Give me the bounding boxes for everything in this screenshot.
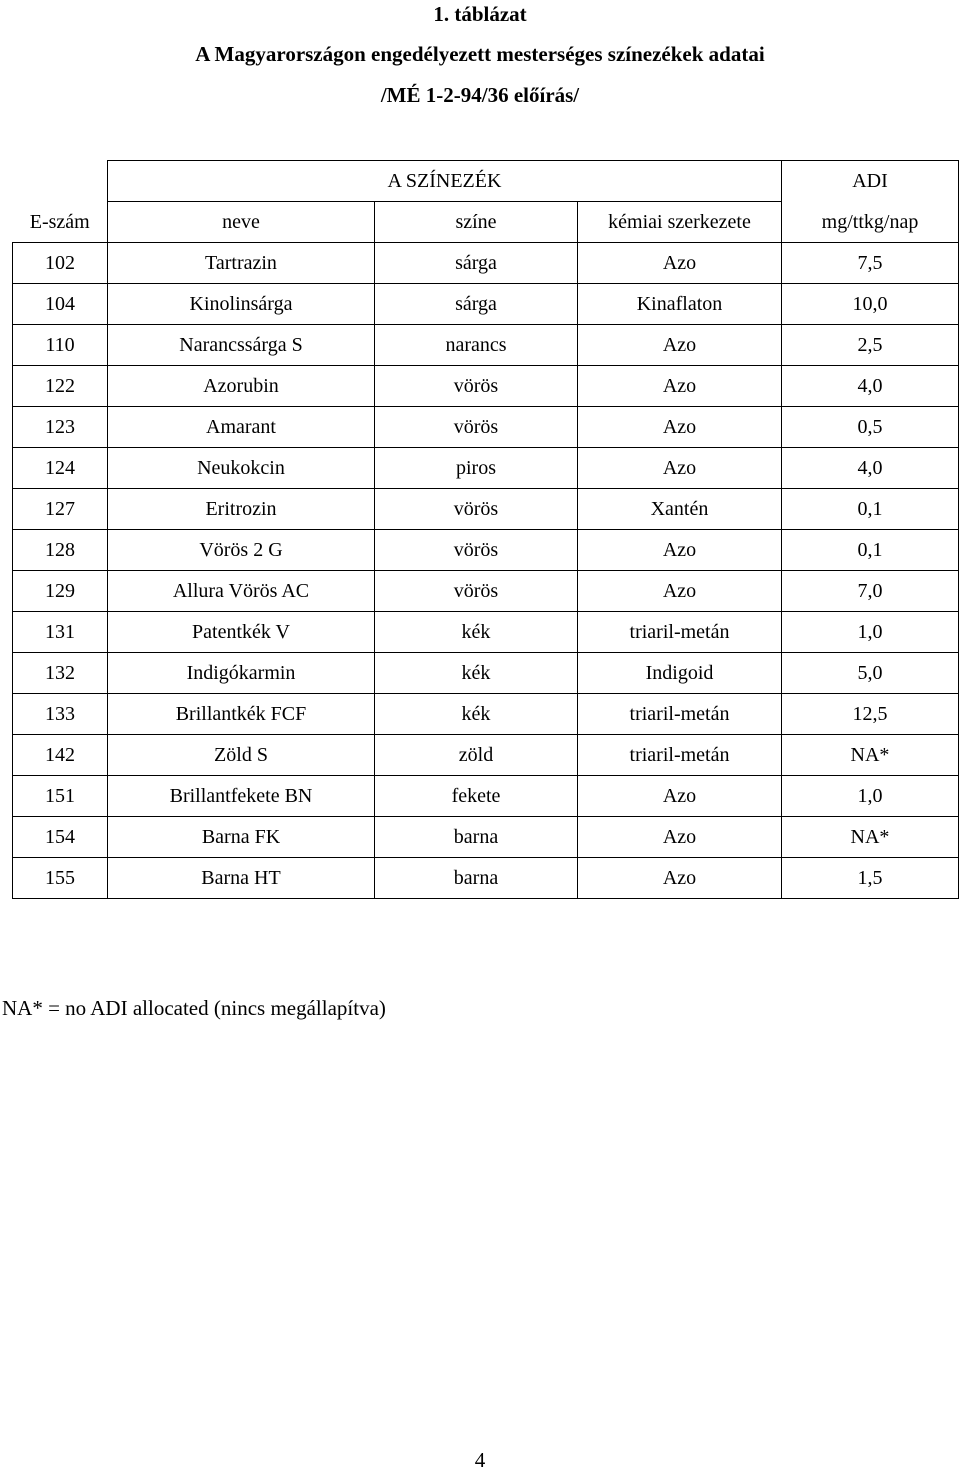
cell-eszam: 132 — [13, 653, 108, 694]
table-row — [13, 407, 959, 448]
cell-name: Azorubin — [108, 366, 375, 407]
cell-eszam: 155 — [13, 858, 108, 899]
page-number: 4 — [474, 1448, 486, 1472]
cell-eszam: 129 — [13, 571, 108, 612]
header-colorant-group: A SZÍNEZÉK — [108, 161, 782, 202]
header-name: neve — [108, 202, 375, 243]
cell-adi: 4,0 — [782, 366, 959, 407]
cell-structure: Azo — [578, 448, 782, 489]
header-blank-cell — [13, 161, 108, 202]
cell-name: Eritrozin — [108, 489, 375, 530]
cell-eszam: 110 — [13, 325, 108, 366]
table-header-row-columns — [13, 202, 959, 243]
cell-color: sárga — [375, 284, 578, 325]
cell-name: Zöld S — [108, 735, 375, 776]
cell-adi: 7,5 — [782, 243, 959, 284]
table-row — [13, 448, 959, 489]
cell-adi: NA* — [782, 817, 959, 858]
cell-color: vörös — [375, 571, 578, 612]
cell-adi: 0,1 — [782, 489, 959, 530]
cell-adi: 1,5 — [782, 858, 959, 899]
cell-eszam: 131 — [13, 612, 108, 653]
cell-eszam: 151 — [13, 776, 108, 817]
cell-name: Neukokcin — [108, 448, 375, 489]
cell-color: kék — [375, 653, 578, 694]
cell-color: sárga — [375, 243, 578, 284]
colorants-table — [12, 160, 959, 899]
table-row — [13, 366, 959, 407]
cell-name: Vörös 2 G — [108, 530, 375, 571]
cell-adi: 1,0 — [782, 612, 959, 653]
cell-eszam: 104 — [13, 284, 108, 325]
cell-color: kék — [375, 694, 578, 735]
cell-eszam: 102 — [13, 243, 108, 284]
cell-color: vörös — [375, 407, 578, 448]
cell-adi: NA* — [782, 735, 959, 776]
cell-name: Brillantfekete BN — [108, 776, 375, 817]
cell-color: vörös — [375, 530, 578, 571]
table-row — [13, 284, 959, 325]
footnote: NA* = no ADI allocated (nincs megállapítva) — [2, 996, 386, 1020]
cell-adi: 1,0 — [782, 776, 959, 817]
cell-structure: Azo — [578, 325, 782, 366]
cell-color: barna — [375, 817, 578, 858]
cell-structure: Indigoid — [578, 653, 782, 694]
table-header-row-group — [13, 161, 959, 202]
cell-name: Patentkék V — [108, 612, 375, 653]
cell-structure: Azo — [578, 366, 782, 407]
header-structure: kémiai szerkezete — [578, 202, 782, 243]
table-row — [13, 735, 959, 776]
cell-structure: Kinaflaton — [578, 284, 782, 325]
cell-structure: triaril-metán — [578, 735, 782, 776]
table-row — [13, 325, 959, 366]
cell-name: Indigókarmin — [108, 653, 375, 694]
header-color: színe — [375, 202, 578, 243]
table-row — [13, 858, 959, 899]
cell-eszam: 128 — [13, 530, 108, 571]
cell-adi: 7,0 — [782, 571, 959, 612]
document-title: A Magyarországon engedélyezett mesterséges színezékek adatai — [195, 42, 765, 66]
cell-eszam: 142 — [13, 735, 108, 776]
cell-eszam: 122 — [13, 366, 108, 407]
cell-structure: Azo — [578, 571, 782, 612]
cell-structure: Xantén — [578, 489, 782, 530]
cell-structure: triaril-metán — [578, 612, 782, 653]
cell-color: kék — [375, 612, 578, 653]
cell-structure: Azo — [578, 858, 782, 899]
cell-eszam: 124 — [13, 448, 108, 489]
cell-name: Barna HT — [108, 858, 375, 899]
table-row — [13, 653, 959, 694]
table-row — [13, 571, 959, 612]
cell-adi: 12,5 — [782, 694, 959, 735]
header-adi-unit: mg/ttkg/nap — [782, 202, 959, 243]
cell-eszam: 133 — [13, 694, 108, 735]
cell-color: vörös — [375, 489, 578, 530]
cell-structure: Azo — [578, 776, 782, 817]
cell-structure: Azo — [578, 243, 782, 284]
cell-name: Allura Vörös AC — [108, 571, 375, 612]
cell-name: Amarant — [108, 407, 375, 448]
cell-adi: 10,0 — [782, 284, 959, 325]
cell-color: piros — [375, 448, 578, 489]
cell-name: Brillantkék FCF — [108, 694, 375, 735]
cell-adi: 4,0 — [782, 448, 959, 489]
cell-name: Kinolinsárga — [108, 284, 375, 325]
cell-structure: Azo — [578, 407, 782, 448]
cell-eszam: 154 — [13, 817, 108, 858]
cell-color: narancs — [375, 325, 578, 366]
cell-eszam: 123 — [13, 407, 108, 448]
cell-name: Tartrazin — [108, 243, 375, 284]
header-adi: ADI — [782, 161, 959, 202]
cell-color: zöld — [375, 735, 578, 776]
regulation-reference: /MÉ 1-2-94/36 előírás/ — [380, 83, 580, 107]
table-row — [13, 694, 959, 735]
cell-structure: Azo — [578, 817, 782, 858]
cell-adi: 0,5 — [782, 407, 959, 448]
table-row — [13, 776, 959, 817]
table-row — [13, 489, 959, 530]
cell-eszam: 127 — [13, 489, 108, 530]
table-row — [13, 243, 959, 284]
table-row — [13, 817, 959, 858]
table-number: 1. táblázat — [433, 2, 527, 26]
cell-name: Barna FK — [108, 817, 375, 858]
header-eszam: E-szám — [13, 202, 108, 243]
cell-structure: triaril-metán — [578, 694, 782, 735]
cell-adi: 5,0 — [782, 653, 959, 694]
table-row — [13, 530, 959, 571]
cell-adi: 2,5 — [782, 325, 959, 366]
cell-color: barna — [375, 858, 578, 899]
cell-name: Narancssárga S — [108, 325, 375, 366]
cell-structure: Azo — [578, 530, 782, 571]
cell-adi: 0,1 — [782, 530, 959, 571]
table-row — [13, 612, 959, 653]
cell-color: fekete — [375, 776, 578, 817]
cell-color: vörös — [375, 366, 578, 407]
